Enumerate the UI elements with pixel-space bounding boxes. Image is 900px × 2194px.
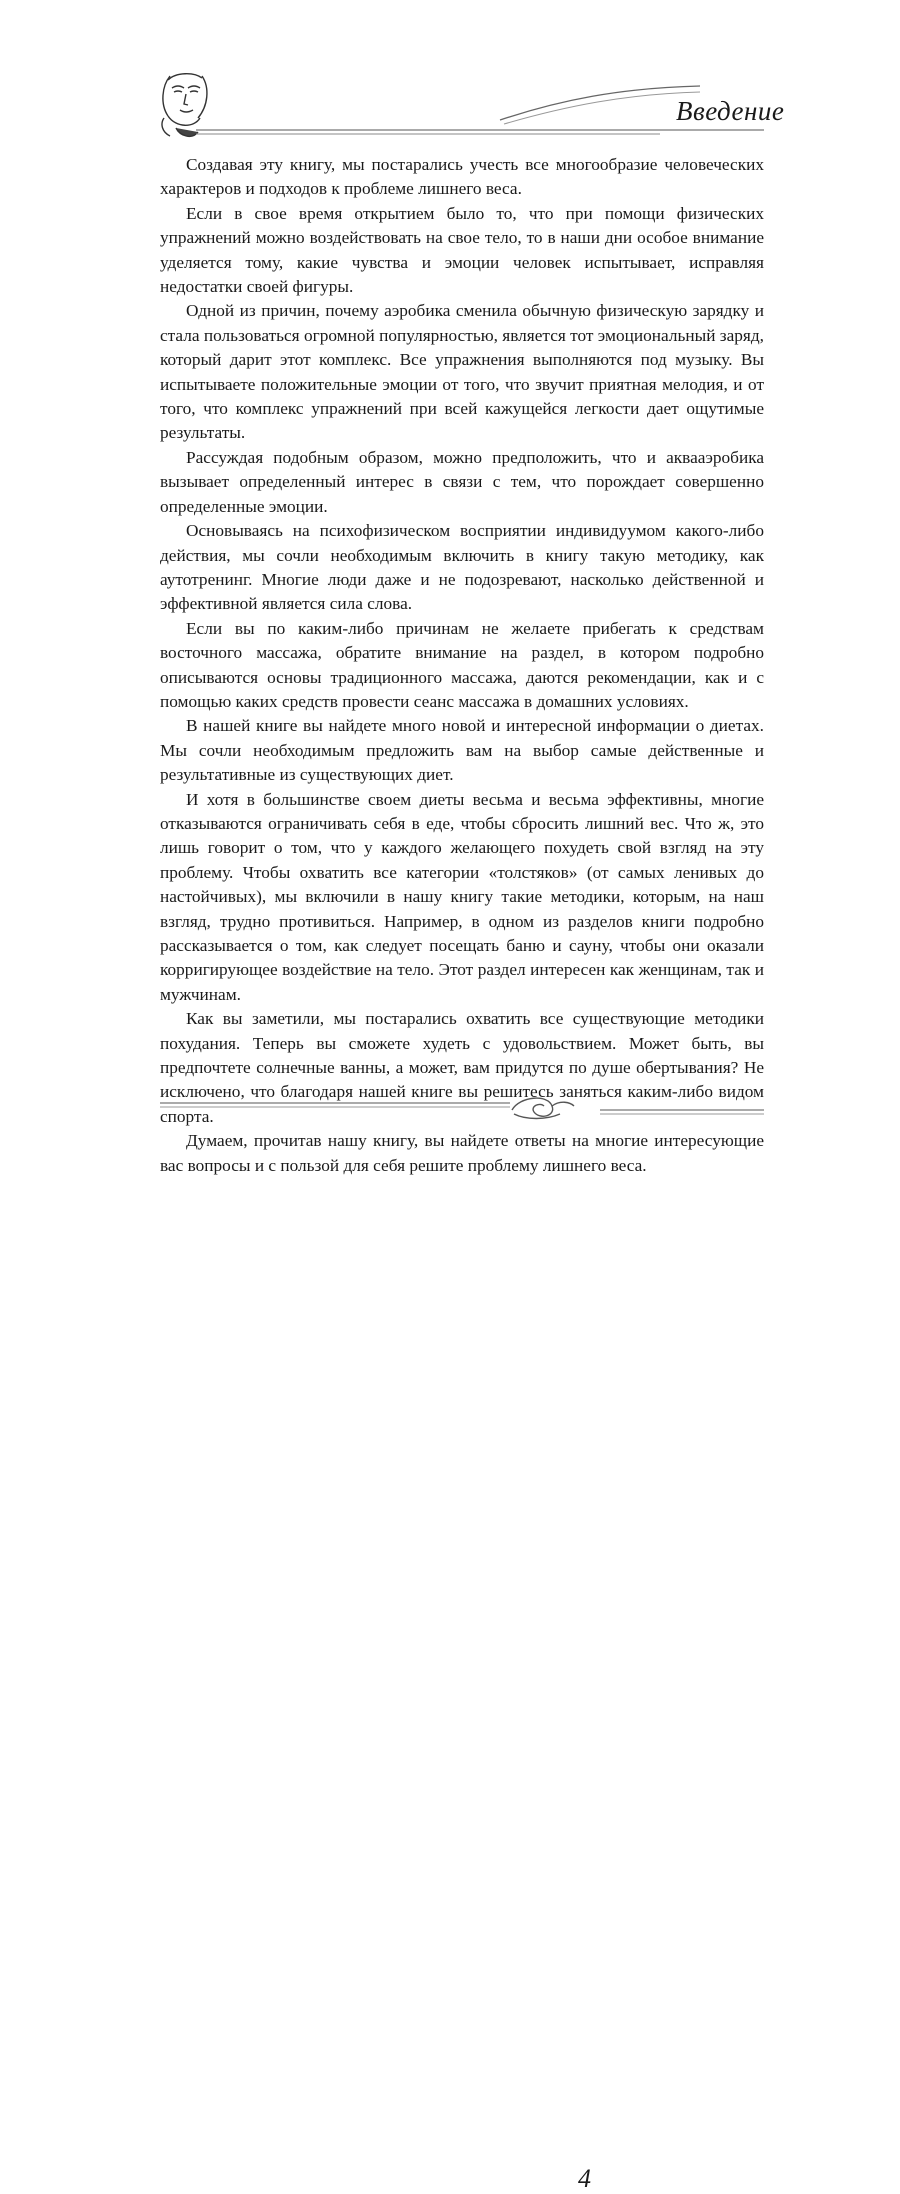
page-header xyxy=(0,0,900,150)
footer-ornament xyxy=(0,1080,900,1140)
paragraph: В нашей книге вы найдете много новой и интересной информации о диетах. Мы сочли необходимым предложить вам на выбор самые действенные и результативные из существующих диет. xyxy=(160,716,764,785)
page-number: 4 xyxy=(578,2164,591,2193)
paragraph: Если вы по каким-либо причинам не желаете прибегать к средствам восточного массажа, обратите внимание на раздел, в котором подробно описываются основы традиционного массажа, даются рекомендации, как и с помощью каких средств провести сеанс массажа в домашних условиях. xyxy=(160,618,764,711)
text-body xyxy=(160,153,764,1178)
chapter-title: Введение xyxy=(676,96,785,126)
swirl-ornament-icon xyxy=(512,1098,574,1118)
woman-face-ornament-icon xyxy=(162,74,207,137)
paragraph: Одной из причин, почему аэробика сменила обычную физическую зарядку и стала пользоваться огромной популярностью, является тот эмоциональный заряд, который дарит этот комплекс. Все упражнения выполняются под музыку. Вы испытываете положительные эмоции от того, что звучит приятная мелодия, и от того, что комплекс упражнений при всей кажущейся легкости дает ощутимые результаты. xyxy=(160,301,764,443)
paragraph: Как вы заметили, мы постарались охватить все существующие методики похудания. Теперь вы сможете худеть с удовольствием. Может быть, вы предпочтете солнечные ванны, а может, вам придутся по душе обертывания? Не исключено, что благодаря нашей книге вы решитесь заняться каким-либо видом спорта. xyxy=(160,1009,764,1126)
paragraph: Создавая эту книгу, мы постарались учесть все многообразие человеческих характеров и подходов к проблеме лишнего веса. xyxy=(160,155,764,199)
paragraph: Основываясь на психофизическом восприятии индивидуумом какого-либо действия, мы сочли необходимым включить в книгу такую методику, как аутотренинг. Многие люди даже и не подозревают, насколько действенной и эффективной является сила слова. xyxy=(160,521,764,614)
paragraph: Рассуждая подобным образом, можно предположить, что и аквааэробика вызывает определенный интерес в связи с тем, что порождает совершенно определенные эмоции. xyxy=(160,447,764,516)
paragraph: Если в свое время открытием было то, что при помощи физических упражнений можно воздействовать на свое тело, то в наши дни особое внимание уделяется тому, какие чувства и эмоции человек испытывает, исправляя недостатки своей фигуры. xyxy=(160,203,764,297)
paragraph: Думаем, прочитав нашу книгу, вы найдете ответы на многие интересующие вас вопросы и с пользой для себя решите проблему лишнего веса. xyxy=(160,1131,764,1175)
header-ornament xyxy=(0,0,900,150)
paragraph: И хотя в большинстве своем диеты весьма и весьма эффективны, многие отказываются ограничивать себя в еде, чтобы сбросить лишний вес. Что ж, это лишь говорит о том, что у каждого желающего похудеть свой взгляд на эту проблему. Чтобы охватить все категории «толстяков» (от самых ленивых до настойчивых), мы включили в нашу книгу такие методики, которым, на наш взгляд, трудно противиться. Например, в одном из разделов книги подробно рассказывается о том, как следует посещать баню и сауну, чтобы они оказали корригирующее воздействие на тело. Этот раздел интересен как женщинам, так и мужчинам. xyxy=(160,789,764,1004)
